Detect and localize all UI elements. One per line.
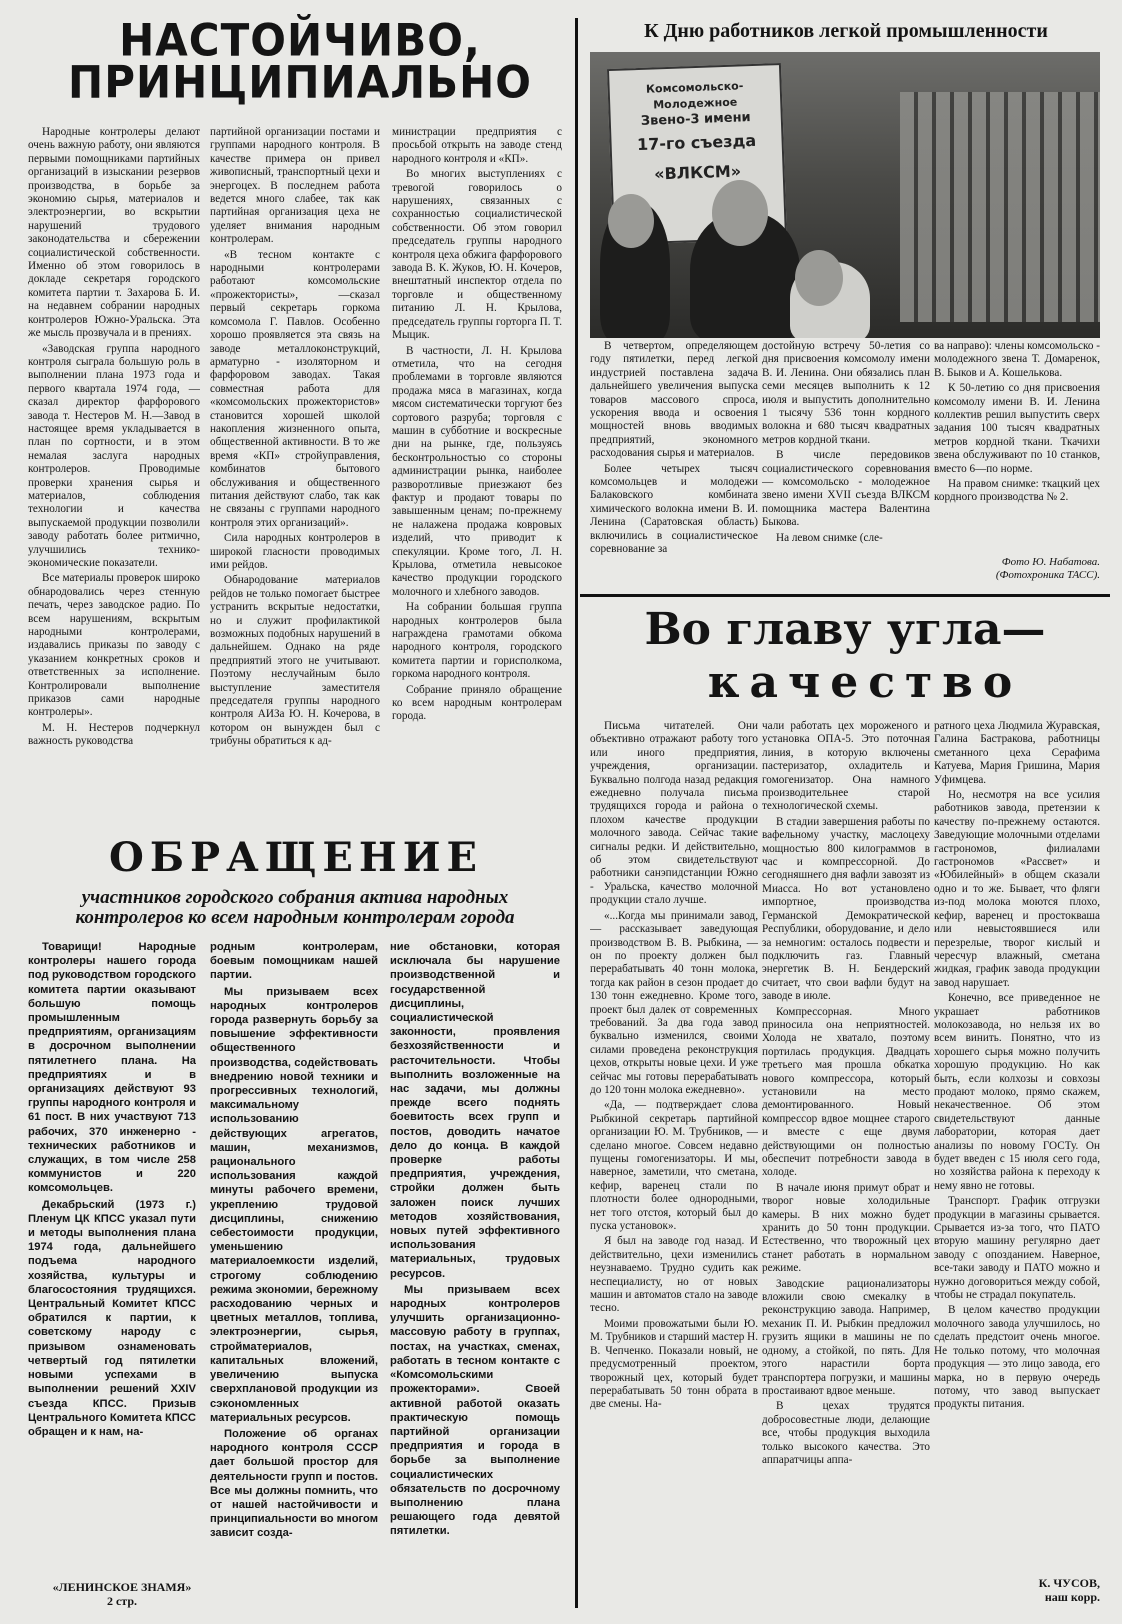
paragraph: Собрание приняло обращение ко всем народным контролерам города. <box>392 683 562 723</box>
credit-line-1: Фото Ю. Набатова. <box>1001 556 1100 568</box>
credit-line-2: (Фотохроника ТАСС). <box>995 569 1100 581</box>
photo-caption-column-1 <box>590 340 758 590</box>
appeal-column-1 <box>28 940 196 1570</box>
paragraph: Заводские рационализаторы вложили свою смекалку в реконструкцию завода. Например, механик П. И. Рыбкин предложил грузить ящики в машины не по одному, а стойкой, по пять. Для этого нарастили борта транспортера погрузки, и машины простаивают вдвое меньше. <box>762 1277 930 1397</box>
quality-headline <box>590 604 1100 710</box>
paragraph: В четвертом, определяющем году пятилетки, перед легкой индустрией поставлена задача дальнейшего увеличения выпуска товаров массового спроса, ускорения ввода и освоения мощностей вновь вводимых предприятий, экономного расходования сырья и материалов. <box>590 340 758 460</box>
paragraph: В целом качество продукции молочного завода улучшилось, но сделать предстоит очень многое. Не только потому, что молочная продукция — это лицо завода, его марка, но в первую очередь потому, что завод выпускает продукты питания. <box>934 1304 1100 1411</box>
headline-line-1: Во главу угла— <box>644 604 1046 655</box>
article-headline <box>30 14 570 109</box>
worker-face <box>608 194 654 248</box>
author-name: К. ЧУСОВ, <box>1038 1576 1100 1590</box>
photo-caption-column-3 <box>934 340 1100 550</box>
paragraph: Мы призываем всех народных контролеров улучшить организационно-массовую работу в группах, постах, на участках, сменах, работать в тесном контакте с «Комсомольскими прожекторами». Своей активной работой оказать практическую помощь партийной организации предприятия и города в борьбе за выполнение социалистических обязательств по досрочному выполнению плана решающего года девятой пятилетки. <box>390 1283 560 1538</box>
paragraph: Положение об органах народного контроля СССР дает большой простор для деятельности групп и постов. Все мы должны помнить, что от нашей настойчивости и принципиальности во многом зависит созда- <box>210 1427 378 1540</box>
section-divider <box>580 594 1110 597</box>
paragraph: На собрании большая группа народных контролеров была награждена грамотами обкома народного контроля, городского комитета партии и горисполкома, горкома народного контроля. <box>392 601 562 681</box>
quality-column-2 <box>762 720 930 1610</box>
column-divider <box>575 18 578 1608</box>
article-column-3 <box>392 126 562 832</box>
paragraph: Декабрьский (1973 г.) Пленум ЦК КПСС указал пути и методы выполнения плана 1974 года, дальнейшего подъема народного хозяйства, культуры и благосостояния трудящихся. Центральный Комитет КПСС обратился к партии, к советскому народу с призывом ознаменовать четвертый год пятилетки новыми успехами в выполнении решений XXIV съезда КПСС. Призыв Центрального Комитета КПСС обращен и к нам, на- <box>28 1198 196 1438</box>
headline-line-2: качество <box>707 657 1023 708</box>
photo-caption-column-2 <box>762 340 930 590</box>
paragraph: Более четырех тысяч комсомольцев и молодежи Балаковского комбината химического волокна имени В. И. Ленина (Саратовская область) включились в социалистическое соревнование за <box>590 462 758 556</box>
paragraph: родным контролерам, боевым помощникам нашей партии. <box>210 941 378 982</box>
paragraph: Транспорт. График отгрузки продукции в магазины срывается. Срывается из-за того, что ПАТО вторую машину регулярно дает заводу с опозданием. Наверное, все-таки заводу и ПАТО можно и нужно договориться между собой, чтобы не страдал покупатель. <box>934 1195 1100 1302</box>
paragraph: Но, несмотря на все усилия работников завода, претензии к качеству по-прежнему остаются. Заведующие молочными отделами гастрономов, филиалами гастрономов «Рассвет» и «Юбилейный» в общем сказали одно и то же. Бывает, что фляги из-под молока моются плохо, кефир, варенец и простокваша или невыстоявшиеся или перезрелые, творог кислый и чересчур влажный, сметана жидкая, график завода продукции завод нарушает. <box>934 789 1100 989</box>
source-label <box>42 1580 202 1608</box>
appeal-headline: ОБРАЩЕНИЕ <box>109 834 483 881</box>
paragraph: Народные контролеры делают очень важную работу, они являются первыми помощниками партийных организаций в изыскании резервов производства, в борьбе за экономию сырья, материалов и электроэнергии, во вскрытии нарушений трудового законодательства и сбережении социалистической собственности. Именно об этом говорилось в докладе секретаря городского комитета партии т. Захарова Б. И. на недавнем собрании народных контролеров Южно-Уральска. Эта же мысль прозвучала и в прениях. <box>28 126 200 340</box>
paragraph: партийной организации постами и группами народного контроля. В качестве примера он привел живописный, транспортный цехи и энергоцех. В последнем работа ведется много слабее, так как партийная организация цеха не уделяет внимания народным контролерам. <box>210 126 380 246</box>
paragraph: В стадии завершения работы по вафельному участку, маслоцеху мощностью 800 килограммов в час и компрессорной. До сегодняшнего дня вафли завозят из Миасса. Но вот установлено импортное, производства Германской Демократической Республики, оборудование, и дело за немногим: осталось подвести и подключить газ. Главный энергетик В. Н. Бендерский считает, что свои вафли будут на заводе в июле. <box>762 815 930 1003</box>
paragraph: «В тесном контакте с народными контролерами работают комсомольские «прожектористы», —сказал первый секретарь горкома комсомола Г. Павлов. Особенно хорошо проявляется эта связь на заводе металлоконструкций, арматурно - изоляторном и фарфоровом заводах. Такая совместная работа для «комсомольских прожектористов» становится хорошей школой накопления жизненного опыта, общественной активности. В то же время «КП» стройуправления, комбинатов бытового обслуживания и общественного питания действуют слабо, так как не связаны с группами народного контроля этих организаций». <box>210 248 380 529</box>
paragraph: В начале июня примут обрат и творог новые холодильные камеры. В них можно будет хранить до 50 тонн продукции. Естественно, что творожный цех станет работать в нормальном режиме. <box>762 1181 930 1275</box>
paragraph: ратного цеха Людмила Журавская, Галина Бастракова, работницы сметанного цеха Серафима Катуева, Мария Гришина, Мария Уфимцева. <box>934 720 1100 786</box>
paragraph: Моими провожатыми были Ю. М. Трубников и старший мастер Н. В. Чепченко. Показали новый, не предусмотренный проектом, творожный цех, который будет перерабатывать 50 тонн обрата в две смены. На- <box>590 1317 758 1411</box>
banner-line-1: Комсомольско-Молодежное <box>645 79 744 112</box>
subtitle-line-1: участников городского собрания актива народных <box>81 887 509 908</box>
paragraph: Письма читателей. Они объективно отражают работу того или иного предприятия, учреждения, организации. Буквально полгода назад редакция ежедневно получала письма трудящихся города и района о плохом качестве продукции молочного завода. Сейчас такие сигналы редки. И действительно, об этом свидетельствуют работники санэпидстанции Южно - Уральска, качество молочной продукции стало лучше. <box>590 720 758 907</box>
subtitle-line-2: контролеров ко всем народным контролерам города <box>75 907 515 928</box>
banner-line-2: Звено-3 имени <box>640 110 751 129</box>
paragraph: Все материалы проверок широко обнародовались через стенную печать, через заводское радио. По всем нарушениям, вскрытым народными контролерами, издавались приказы по заводу с указанием конкретных сроков и ответственных за исполнение. Контролировали выполнение приказов сами народные контролеры». <box>28 572 200 719</box>
page-number: 2 стр. <box>106 1594 138 1608</box>
worker-face <box>712 180 768 246</box>
news-photo <box>590 52 1100 338</box>
quality-column-1 <box>590 720 758 1610</box>
article-column-1 <box>28 126 200 832</box>
paragraph: достойную встречу 50-летия со дня присвоения комсомолу имени В. И. Ленина. Они обязались план семи месяцев выполнить к 12 июля и выпустить дополнительно 1 тысячу 536 тонн кордного волокна и 680 тысяч квадратных метров кордной ткани. <box>762 340 930 446</box>
paragraph: министрации предприятия с просьбой открыть на заводе стенд народного контроля и «КП». <box>392 126 562 165</box>
article-column-2 <box>210 126 380 832</box>
paragraph: На левом снимке (сле- <box>776 531 883 544</box>
paragraph: «Да, — подтверждает слова Рыбкиной секретарь партийной организации Ю. М. Трубников, — сделано многое. Совсем недавно пущены гомогенизаторы. И мы, наверное, заметили, что сметана, кефир, варенец стали по плотности более однородными, нет того отстоя, который был до пуска установок». <box>590 1099 758 1233</box>
photo-credit <box>934 556 1100 582</box>
paragraph: В частности, Л. Н. Крылова отметила, что на сегодня проблемами в торговле являются продажа мяса в магазинах, когда мясом систематически торгуют без сортового разруба; торговля с машин в субботние и воскресные дни на рынке, где, пользуясь бесконтрольностью со стороны администрации рынка, наиболее разворотливые приезжают без фактур и продают товары по завышенным ценам; по-прежнему не налажена продажа ковровых изделий, что приводит к спекуляции. Кроме того, Л. Н. Крылова, отметила невысокое качество продукции городского молочного и хлебного заводов. <box>392 344 562 598</box>
paragraph: Я был на заводе год назад. И действительно, цехи изменились неузнаваемо. Трудно судить как неспециалисту, но от новых машин и автоматов стало на заводе тесно. <box>590 1235 758 1315</box>
paragraph: В цехах трудятся добросовестные люди, делающие все, чтобы продукция выходила только высокого качества. Это аппаратчицы аппа- <box>762 1400 930 1466</box>
headline-line-2: ПРИНЦИПИАЛЬНО <box>68 56 532 109</box>
paragraph: ва направо): члены комсомольско - молодежного звена Т. Домаренок, В. Быков и А. Кошелькова. <box>934 340 1100 379</box>
paragraph: «Заводская группа народного контроля сыграла большую роль в выполнении плана 1973 года и первого квартала 1974 года, — сказал директор фарфорового завода т. Нестеров М. Н.—Завод в настоящее время укладывается в план по сортности, и в этом немалая заслуга народных контролеров. Проводимые проверки хранения сырья и материалов, соблюдения технологии и качества выпускаемой продукции позволили заводу работать более ритмично, улучшились технико-экономические показатели. <box>28 342 200 569</box>
paragraph: Конечно, все приведенное не украшает работников молокозавода, но нельзя их во всем винить. Понятно, что из хорошего сырья можно получить хорошую продукцию. Но как быть, если колхозы и совхозы продают молоко, прямо скажем, некачественное. Об этом свидетельствуют данные лаборатории, которая дает анализы по новому ГОСТу. Он будет введен с 15 июля сего года, но хозяйства района к переходу к нему явно не готовы. <box>934 992 1100 1192</box>
appeal-subtitle <box>20 888 570 928</box>
author-signature <box>934 1576 1100 1604</box>
appeal-column-2 <box>210 940 378 1600</box>
banner-line-3: 17-го съезда «ВЛКСМ» <box>636 130 757 184</box>
paragraph: «...Когда мы принимали завод, — рассказывает заведующая производством В. В. Рыбкина, — он по проекту должен был перерабатывать 40 тонн молока, тогда как район в сезон продает до 130 тонн ежедневно. Кроме того, проект был далек от современных требований. За два года завод буквально изменился, своими силами проведена реконструкция цехов, открыты новые цехи. И уже сейчас мы готовы перерабатывать до 120 тонн молока ежедневно». <box>590 909 758 1096</box>
paragraph: Мы призываем всех народных контролеров города развернуть борьбу за повышение эффективности общественного производства, содействовать внедрению новой техники и прогрессивных технологий, максимальному использованию действующих агрегатов, машин, механизмов, рационального использования каждой минуты рабочего времени, укреплению трудовой дисциплины, снижению себестоимости продукции, уменьшению материалоемкости изделий, строгому соблюдению режима экономии, бережному расходованию черных и цветных металлов, топлива, электроэнергии, сырья, стройматериалов, капитальных вложений, увеличению выпуска сверхплановой продукции из сэкономленных материальных ресурсов. <box>210 985 378 1424</box>
author-role: наш корр. <box>1044 1590 1100 1604</box>
paragraph: Товарищи! Народные контролеры нашего города под руководством городского комитета партии оказывают большую помощь промышленным предприятиям, организациям в досрочном выполнении пятилетнего плана. На предприятиях и в организациях действуют 93 группы народного контроля и 61 пост. В них участвуют 713 рабочих, 370 инженерно - технических работников и служащих, в том числе 258 коммунистов и 220 комсомольцев. <box>28 941 196 1195</box>
appeal-column-3 <box>390 940 560 1600</box>
worker-face <box>795 250 843 306</box>
section-header: К Дню работников легкой промышленности <box>644 20 1048 42</box>
paragraph: Обнародование материалов рейдов не только помогает быстрее устранить вскрытые недостатки, но и служит профилактикой возможных подобных нарушений в дальнейшем. Однако на ряде предприятий этого не учитывают. Поэтому неслучайным было выступление заместителя председателя группы народного контроля АИЗа Ю. Н. Кочерова, в котором он вынужден был с трибуны обратиться к ад- <box>210 574 380 748</box>
quality-column-3 <box>934 720 1100 1570</box>
paragraph: К 50-летию со дня присвоения комсомолу имени В. И. Ленина коллектив решил выпустить сверх задания 100 тысяч квадратных метров кордной ткани. Ткачихи звена обслуживают по 10 станков, вместо 6—по норме. <box>934 382 1100 475</box>
headline-line-1: НАСТОЙЧИВО, <box>119 14 481 67</box>
paragraph: М. Н. Нестеров подчеркнул важность руководства <box>28 721 200 748</box>
paragraph: ние обстановки, которая исключала бы нарушение производственной и государственной дисциплины, социалистической законности, проявления безхозяйственности и расточительности. Чтобы выполнить возложенные на нас задачи, мы должны прежде всего поднять боевитость всех групп и постов, доводить начатое дело до конца. В каждой проверке работы предприятия, учреждения, стройки должен быть заложен поиск лучших методов хозяйствования, новых путей эффективного использования материальных, трудовых ресурсов. <box>390 941 560 1280</box>
paragraph: Во многих выступлениях с тревогой говорилось о нарушениях, связанных с сохранностью социалистической собственности. Об этом говорил председатель группы народного контроля цеха обжига фарфорового завода В. К. Жуков, Ю. Н. Кочеров, внештатный инспектор отдела по торговле и общественному питанию Л. Н. Крылова, председатель группы горторга П. Т. Мыцик. <box>392 168 562 342</box>
newspaper-name: «ЛЕНИНСКОЕ ЗНАМЯ» <box>52 1580 192 1594</box>
paragraph: Сила народных контролеров в широкой гласности проводимых ими рейдов. <box>210 532 380 571</box>
paragraph: В числе передовиков социалистического соревнования — комсомольско - молодежное звено имени XVII съезда ВЛКСМ помощника мастера Валентина Быкова. <box>762 449 930 529</box>
paragraph: На правом снимке: ткацкий цех кордного производства № 2. <box>934 478 1100 504</box>
fabric-rolls-image <box>900 92 1100 322</box>
paragraph: чали работать цех мороженого и установка ОПА-5. Это поточная линия, в которую включены пастеризатор, охладитель и гомогенизатор. Она намного производительнее старой технологической схемы. <box>762 720 930 813</box>
paragraph: Компрессорная. Много приносила она неприятностей. Холода не хватало, поэтому портилась продукция. Двадцать третьего мая прошла обкатка нового компрессора, который установили на место демонтированного. Новый компрессор вдвое мощнее старого и вместе с еще двумя действующими он полностью обеспечит потребности завода в холоде. <box>762 1005 930 1179</box>
